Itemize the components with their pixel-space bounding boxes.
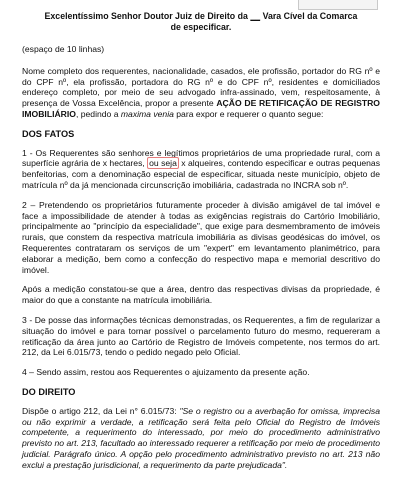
document-page <box>22 11 380 480</box>
maxima-venia: maxima venia <box>120 108 174 119</box>
intro-text-2: , pedindo a <box>75 108 121 119</box>
corner-tab <box>298 0 378 10</box>
law-p1-intro: Dispõe o artigo 212, da Lei n° 6.015/73: <box>22 405 180 416</box>
facts-paragraph-1 <box>22 148 380 191</box>
intro-paragraph <box>22 66 380 120</box>
section-title-facts: DOS FATOS <box>22 128 75 139</box>
heading-blank: __ <box>250 11 261 21</box>
intro-text-3: para expor e requerer o quanto segue: <box>173 108 324 119</box>
section-title-law: DO DIREITO <box>22 386 76 397</box>
action-title: AÇÃO DE RETIFICAÇÃO DE REGISTRO IMOBILIÁRIO <box>22 98 380 119</box>
law-paragraph-1 <box>22 406 380 471</box>
law-quote: "Se o registro ou a averbação for omissa, imprecisa ou não exprimir a verdade, a retificação será feita pelo Oficial do Registro de Imóveis competente, a requerimento do interessado, por meio do procedimento administrativo previsto no art. 213, facultado ao interessado requerer a retificação por meio de procedimento judicial. Parágrafo único. A opção pelo procedimento administrativo previsto no art. 213 não exclui a prestação jurisdicional, a requerimento da parte prejudicada". <box>22 405 380 470</box>
spacer-note: (espaço de 10 linhas) <box>22 44 105 54</box>
facts-paragraph-3: Após a medição constatou-se que a área, dentro das respectivas divisas da propriedade, é maior do que a constante na matrícula imobiliária. <box>22 284 380 306</box>
facts-paragraph-5: 4 – Sendo assim, restou aos Requerentes o ajuizamento da presente ação. <box>22 367 310 378</box>
heading-line1-pre: Excelentíssimo Senhor Doutor Juiz de Direito da <box>44 11 251 21</box>
highlighted-text: ou seja <box>149 158 177 169</box>
facts-p1-text: 1 - Os Requerentes são senhores e legítimos proprietários de uma propriedade rural, com a superfície agrária de x hectares, <box>22 147 380 169</box>
facts-paragraph-4: 3 - De posse das informações técnicas demonstradas, os Requerentes, a fim de regularizar a situação do imóvel e para tornar possível o parcelamento futuro do mesmo, requereram a retificação da área junto ao Cartório de Registro de Imóveis competente, nos termos do art. 212, da Lei 6.015/73, tendo o pedido negado pelo Oficial. <box>22 314 380 358</box>
document-heading <box>38 11 364 33</box>
facts-paragraph-2: 2 – Pretendendo os proprietários futuramente proceder à divisão amigável de tal imóvel e face a impossibilidade de atender à todas as exigências registrais do Cartório Imobiliário, principalmente ao "princípio da especialidade", que exige para desmembramento de imóveis rurais, que constem da respectiva matrícula imobiliária as divisas geodésicas do imóvel, os Requerentes contrataram os serviços de um "expert" em levantamento planimétrico, para elaborar a medição, bem como a confecção do respectivo mapa e memorial descritivo do imóvel. <box>22 199 380 275</box>
facts-p1-text-2: x alqueires, contendo especificar e outras pequenas benfeitorias, com a denominação especial de especificar, situada neste município, objeto de matrícula nº da já mencionada circunscrição imobiliária, cadastrada no INCRA sob nº. <box>22 158 381 190</box>
heading-line1-post: Vara Cível da Comarca <box>260 11 358 21</box>
intro-text: Nome completo dos requerentes, nacionalidade, casados, ele profissão, portador do RG nº e do CPF nº, ela profissão, portadora do RG nº e do CPF nº, residentes e domiciliados endereço completo, por meio de seu advogado infra-assinado, vem, respeitosamente, à presença de Vossa Excelência, propor a presente <box>22 65 380 109</box>
heading-line2: de especificar. <box>170 22 232 32</box>
